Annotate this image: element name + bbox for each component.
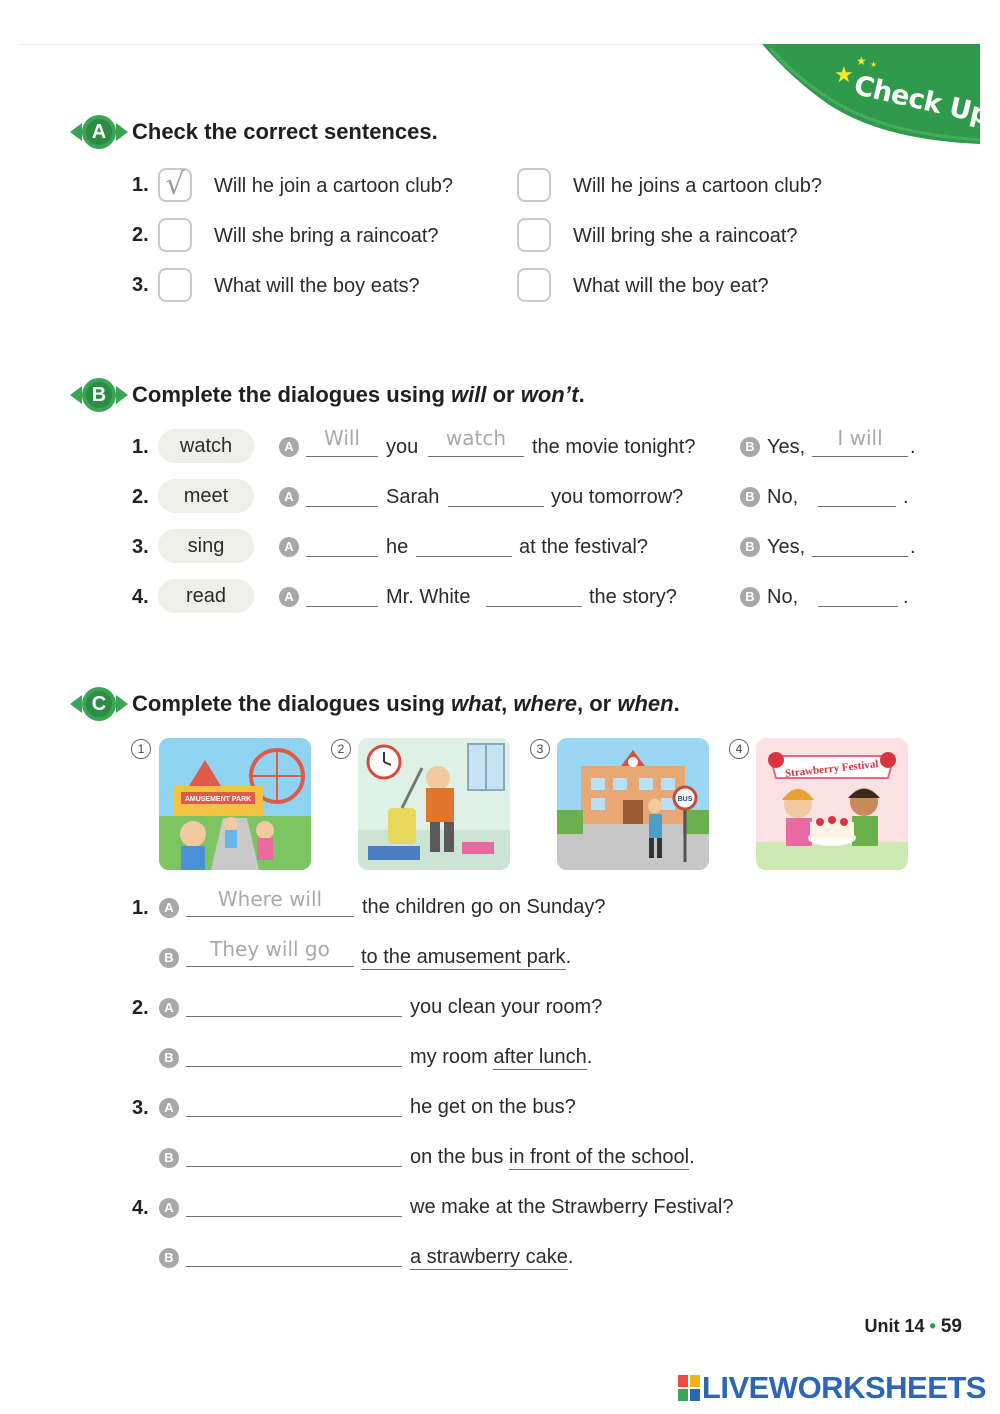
sparkle-small-icon: ★ [870,60,878,69]
c3-b-text: on the bus in front of the school. [410,1146,695,1168]
c2-b-underlined: after lunch [493,1046,587,1068]
b2-verb-chip: meet [158,479,254,513]
section-b-badge [68,377,130,413]
picture-4-number: 4 [729,739,749,759]
b2-speaker-b: B [740,487,760,507]
b4-verb-chip: read [158,579,254,613]
b4-reply: No, [767,586,799,608]
b1-answer-3[interactable]: I will [837,426,883,450]
section-b-header [68,377,585,413]
b4-blank-3 [818,606,898,607]
c3-number: 3. [132,1097,149,1119]
b2-blank-1 [306,506,378,507]
b4-period: . [903,586,909,608]
park-sign: AMUSEMENT PARK [184,796,252,803]
festival-sign: Strawberry Festival [784,758,879,780]
liveworksheets-logo-icon [678,1375,700,1401]
section-a-header [68,114,438,150]
c3-speaker-a: A [159,1098,179,1118]
c1-b-blank [186,966,354,967]
c2-number: 2. [132,997,149,1019]
c2-speaker-a: A [159,998,179,1018]
liveworksheets-text: LIVEWORKSHEETS [701,1370,986,1405]
c1-a-answer[interactable]: Where will [217,887,323,911]
b3-speaker-b: B [740,537,760,557]
b3-period: . [910,536,916,558]
b2-reply: No, [767,486,799,508]
b4-text-end: the story? [589,586,677,608]
b4-text-mid: Mr. White [386,586,471,608]
b1-number: 1. [132,436,149,458]
c4-speaker-a: A [159,1198,179,1218]
b1-blank-2 [428,456,524,457]
c4-b-text: a strawberry cake. [410,1246,574,1268]
a1-number: 1. [132,174,149,196]
b4-number: 4. [132,586,149,608]
section-b-letter: B [91,384,107,406]
c1-a-blank [186,916,354,917]
star-icon: ★ [834,62,854,87]
section-c-badge [68,686,130,722]
b3-number: 3. [132,536,149,558]
b1-answer-2[interactable]: watch [445,426,507,450]
c3-a-blank [186,1116,402,1117]
c2-b-blank [186,1066,402,1067]
a1-left-checkbox[interactable] [158,168,192,202]
picture-school-bus-stop [557,738,709,870]
b3-text-mid: he [386,536,409,558]
b1-text-mid: you [386,436,419,458]
banner-title: Check Up [851,70,993,132]
c3-a-text: he get on the bus? [410,1096,576,1118]
c1-b-text: to the amusement park. [361,946,572,968]
c4-b-underlined: a strawberry cake [410,1246,568,1268]
section-a-badge [68,114,130,150]
c4-a-text: we make at the Strawberry Festival? [410,1196,734,1218]
a2-number: 2. [132,224,149,246]
b3-blank-3 [812,556,908,557]
a2-left-sentence: Will she bring a raincoat? [214,225,439,247]
c3-speaker-b: B [159,1148,179,1168]
c3-b-underlined: in front of the school [508,1146,690,1168]
c2-a-text: you clean your room? [410,996,603,1018]
a1-right-checkbox[interactable] [517,168,551,202]
picture-1-number: 1 [131,739,151,759]
section-c-header [68,686,680,722]
a3-number: 3. [132,274,149,296]
picture-amusement-park [159,738,311,870]
c1-speaker-b: B [159,948,179,968]
b1-text-end: the movie tonight? [532,436,696,458]
c1-number: 1. [132,897,149,919]
c1-speaker-a: A [159,898,179,918]
page-footer [865,1316,962,1338]
b2-speaker-a: A [279,487,299,507]
section-c-letter: C [91,693,107,715]
c1-b-underlined: to the amusement park [361,946,566,968]
b1-blank-1 [306,456,378,457]
b1-speaker-b: B [740,437,760,457]
c1-a-text: the children go on Sunday? [362,896,606,918]
b4-speaker-b: B [740,587,760,607]
b2-blank-2 [448,506,544,507]
a3-left-sentence: What will the boy eats? [214,275,420,297]
b3-speaker-a: A [279,537,299,557]
b4-blank-1 [306,606,378,607]
c4-a-blank [186,1216,402,1217]
c2-b-text: my room after lunch. [410,1046,593,1068]
a3-right-sentence: What will the boy eat? [573,275,769,297]
section-b-title: Complete the dialogues using will or won’t. [132,382,585,407]
a1-left-sentence: Will he join a cartoon club? [214,175,454,197]
picture-strawberry-festival [756,738,908,870]
page-number: 59 [940,1316,962,1337]
b2-text-end: you tomorrow? [551,486,684,508]
liveworksheets-watermark [678,1370,986,1406]
b2-number: 2. [132,486,149,508]
bus-sign: BUS [677,796,693,803]
c3-b-blank [186,1166,402,1167]
b1-verb-chip: watch [158,429,254,463]
section-a-letter: A [91,121,107,143]
c2-speaker-b: B [159,1048,179,1068]
c4-speaker-b: B [159,1248,179,1268]
check-up-banner [762,44,993,144]
section-a-title: Check the correct sentences. [132,119,438,144]
picture-2-number: 2 [331,739,351,759]
b1-period: . [910,436,916,458]
b2-text-mid: Sarah [386,486,440,508]
c1-b-answer[interactable]: They will go [210,937,330,961]
a2-right-sentence: Will bring she a raincoat? [573,225,798,247]
unit-label: Unit 14 [864,1316,925,1336]
b1-answer-1[interactable]: Will [323,426,360,450]
section-c-title: Complete the dialogues using what, where, or when. [132,691,680,716]
c2-a-blank [186,1016,402,1017]
b3-blank-2 [416,556,512,557]
picture-cleaning-room [358,738,510,870]
b2-period: . [903,486,909,508]
b1-speaker-a: A [279,437,299,457]
a3-right-checkbox[interactable] [517,268,551,302]
b3-text-end: at the festival? [519,536,648,558]
a3-left-checkbox[interactable] [158,268,192,302]
c4-number: 4. [132,1197,149,1219]
a1-right-sentence: Will he joins a cartoon club? [573,175,823,197]
a2-left-checkbox[interactable] [158,218,192,252]
b3-reply: Yes, [767,536,806,558]
check-mark-icon: √ [165,167,185,202]
a2-right-checkbox[interactable] [517,218,551,252]
b3-verb-chip: sing [158,529,254,563]
b1-reply: Yes, [767,436,806,458]
c4-b-blank [186,1266,402,1267]
b4-speaker-a: A [279,587,299,607]
b3-blank-1 [306,556,378,557]
picture-3-number: 3 [530,739,550,759]
footer-dot: • [929,1316,936,1336]
b2-blank-3 [818,506,896,507]
b1-blank-3 [812,456,908,457]
b4-blank-2 [486,606,582,607]
sparkle-icon: ★ [856,54,867,68]
